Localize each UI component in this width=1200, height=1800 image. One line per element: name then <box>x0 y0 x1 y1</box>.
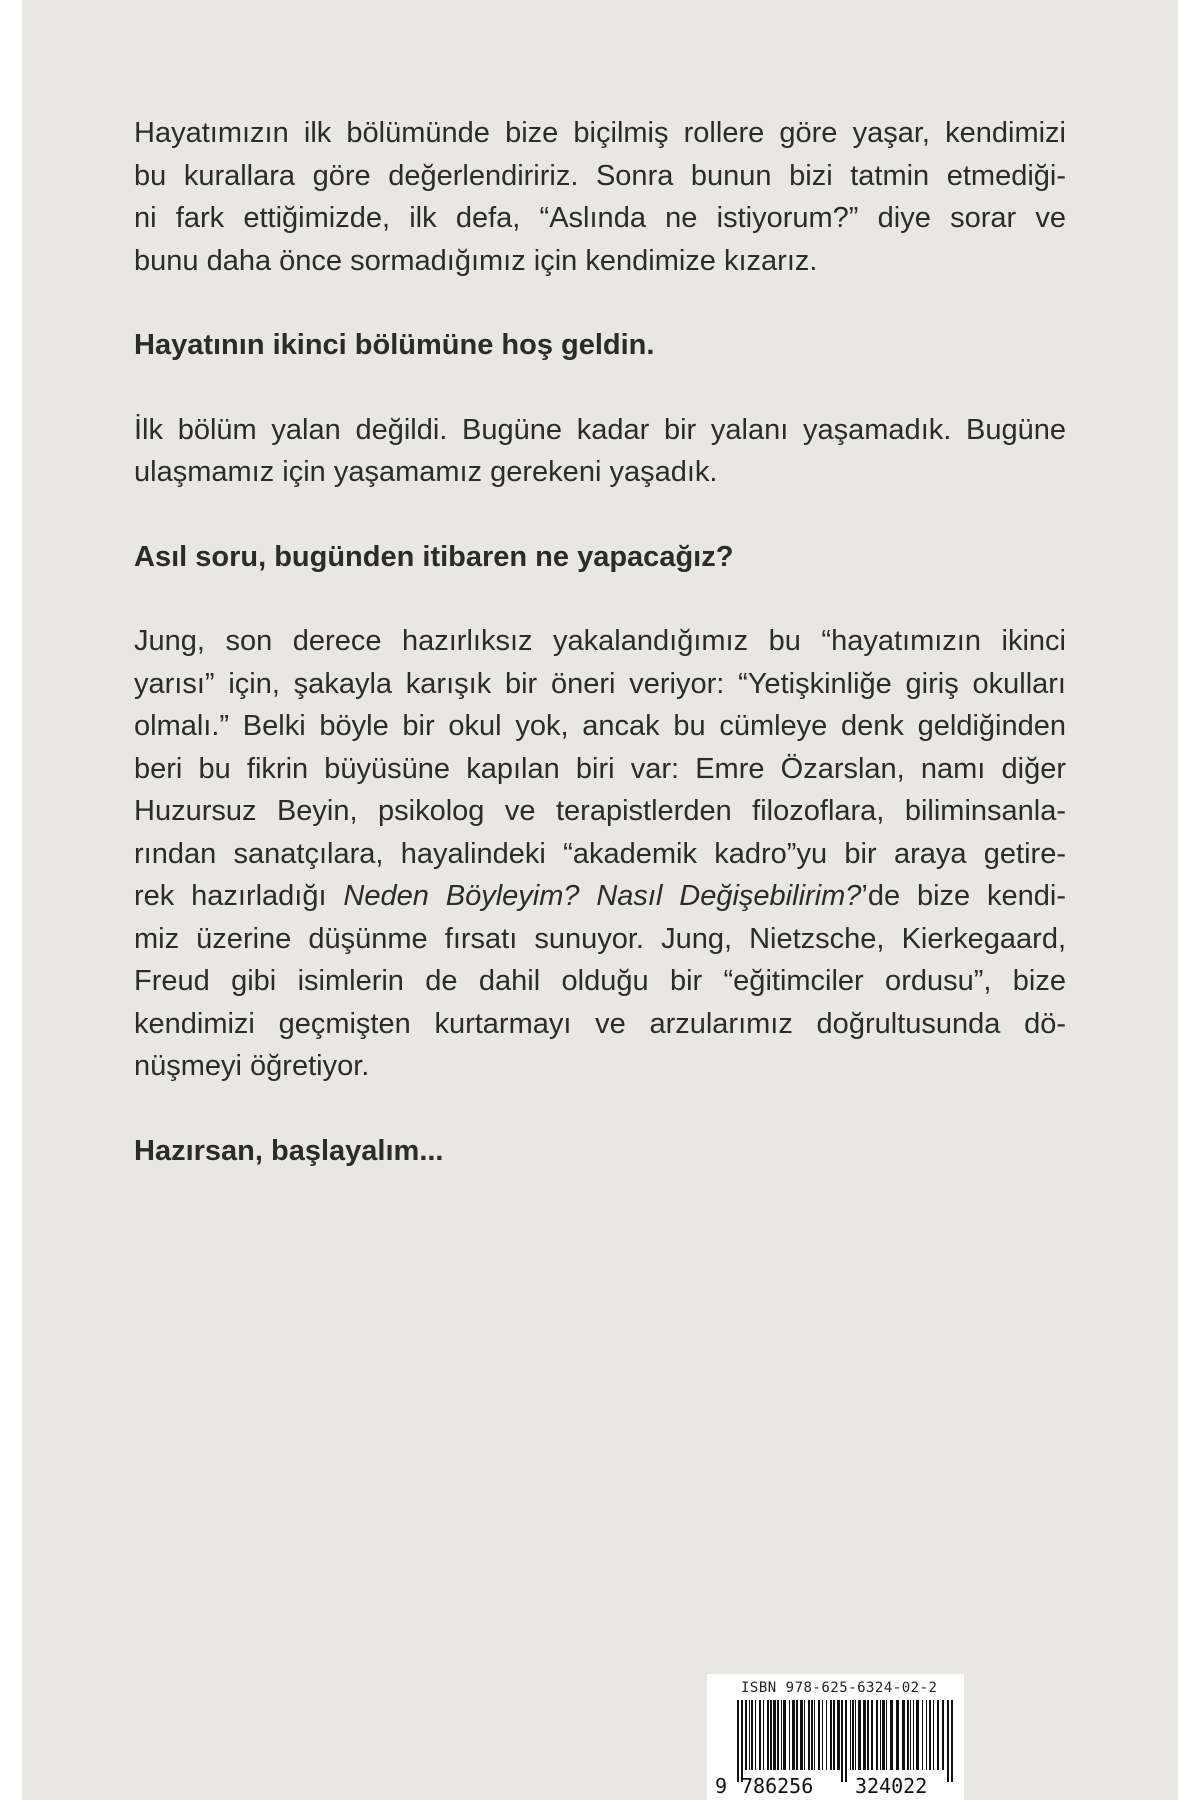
barcode-bar <box>947 1700 949 1782</box>
barcode-bar <box>845 1700 847 1782</box>
text-line <box>134 875 1066 918</box>
barcode-bar <box>863 1700 866 1770</box>
barcode-bar <box>751 1700 753 1770</box>
barcode-bar <box>822 1700 823 1770</box>
barcode-bar <box>767 1700 769 1770</box>
barcode-bar <box>792 1700 795 1770</box>
barcode-bar <box>800 1700 803 1770</box>
barcode-bar <box>926 1700 927 1770</box>
barcode-bar <box>910 1700 911 1770</box>
text-line: İlk bölüm yalan değildi. Bugüne kadar bir yalanı yaşamadık. Bugüne <box>134 413 1066 446</box>
text-line: Huzursuz Beyin, psikolog ve terapistlerden filozoflara, biliminsanla- <box>134 795 1066 827</box>
text-line: Jung, son derece hazırlıksız yakalandığımız bu “hayatımızın ikinci <box>134 625 1066 657</box>
barcode-digits-right: 324022 <box>855 1774 928 1798</box>
barcode-bars <box>737 1700 953 1782</box>
barcode-bar <box>951 1700 953 1782</box>
text-line: Freud gibi isimlerin de dahil olduğu bir “eğitimciler ordusu”, bize <box>134 965 1066 997</box>
barcode-bar <box>913 1700 914 1770</box>
barcode-bar <box>916 1700 919 1770</box>
text-line: rından sanatçılara, hayalindeki “akademik kadro”yu bir araya getire- <box>134 837 1066 870</box>
barcode-bar <box>929 1700 931 1770</box>
barcode-bar <box>745 1700 747 1770</box>
barcode-bar <box>826 1700 827 1770</box>
heading-welcome: Hayatının ikinci bölümüne hoş geldin. <box>134 329 655 361</box>
barcode-bar <box>783 1700 786 1770</box>
text-line: ni fark ettiğimizde, ilk defa, “Aslında ne istiyorum?” diye sorar ve <box>134 202 1066 234</box>
barcode-bar <box>922 1700 923 1770</box>
barcode-bar <box>804 1700 805 1770</box>
isbn-label: ISBN 978-625-6324-02-2 <box>741 1680 938 1696</box>
barcode-bar <box>876 1700 878 1770</box>
barcode-bar <box>777 1700 779 1770</box>
barcode-bar <box>770 1700 772 1770</box>
isbn-barcode <box>707 1674 964 1800</box>
barcode-bar <box>749 1700 750 1770</box>
text-line: yarısı” için, şakayla karışık bir öneri veriyor: “Yetişkinliğe giriş okulları <box>134 667 1066 700</box>
barcode-bar <box>871 1700 873 1770</box>
barcode-bar <box>886 1700 887 1770</box>
paragraph-jung <box>134 620 1066 1088</box>
barcode-bar <box>858 1700 861 1770</box>
barcode-bar <box>759 1700 761 1770</box>
barcode-bar <box>942 1700 944 1770</box>
barcode-bar <box>850 1700 851 1770</box>
barcode-bar <box>833 1700 835 1770</box>
text-line: kendimizi geçmişten kurtarmayı ve arzularımız doğrultusunda dö- <box>134 1007 1066 1040</box>
barcode-digits-left: 786256 <box>741 1774 814 1798</box>
text-line: beri bu fikrin büyüsüne kapılan biri var: Emre Özarslan, namı diğer <box>134 752 1066 785</box>
blurb-text <box>134 112 1066 1172</box>
barcode-bar <box>818 1700 820 1770</box>
barcode-bar <box>755 1700 756 1770</box>
barcode-bar <box>896 1700 899 1770</box>
text-line: bu kurallara göre değerlendiririz. Sonra bunun bizi tatmin etmediği- <box>134 159 1066 192</box>
barcode-bar <box>737 1700 739 1782</box>
barcode-bar <box>837 1700 840 1770</box>
barcode-bar <box>902 1700 905 1770</box>
paragraph-first-part <box>134 409 1066 494</box>
text-fragment: ’de bize kendi- <box>861 880 1066 912</box>
barcode-graphic <box>707 1674 964 1800</box>
barcode-bar <box>855 1700 856 1770</box>
barcode-bar <box>852 1700 854 1770</box>
barcode-bar <box>933 1700 934 1770</box>
barcode-bar <box>880 1700 881 1770</box>
text-line: nüşmeyi öğretiyor. <box>134 1050 370 1082</box>
text-line: ulaşmamız için yaşamamız gerekeni yaşadık. <box>134 456 718 488</box>
barcode-bar <box>781 1700 782 1770</box>
barcode-bar <box>773 1700 776 1770</box>
text-line: Hayatımızın ilk bölümünde bize biçilmiş rollere göre yaşar, kendimizi <box>134 117 1066 149</box>
barcode-bar <box>811 1700 813 1770</box>
barcode-bar <box>882 1700 885 1770</box>
barcode-bar <box>808 1700 810 1770</box>
text-line: bunu daha önce sormadığımız için kendimize kızarız. <box>134 244 818 277</box>
heading-question: Asıl soru, bugünden itibaren ne yapacağız? <box>134 540 734 573</box>
barcode-bar <box>814 1700 815 1770</box>
paragraph-intro <box>134 112 1066 282</box>
barcode-bar <box>763 1700 764 1770</box>
barcode-bar <box>937 1700 939 1770</box>
barcode-bar <box>796 1700 798 1770</box>
barcode-bar <box>841 1700 843 1782</box>
barcode-bar <box>789 1700 790 1770</box>
barcode-bar <box>830 1700 832 1770</box>
barcode-bar <box>907 1700 909 1770</box>
barcode-digit-first: 9 <box>715 1774 728 1798</box>
text-line: olmalı.” Belki böyle bir okul yok, ancak bu cümleye denk geldiğinden <box>134 710 1066 742</box>
barcode-bar <box>741 1700 743 1782</box>
text-line: miz üzerine düşünme fırsatı sunuyor. Jung, Nietzsche, Kierkegaard, <box>134 922 1066 955</box>
closing-line: Hazırsan, başlayalım... <box>134 1134 444 1167</box>
text-fragment: rek hazırladığı <box>134 880 344 912</box>
book-title: Neden Böyleyim? Nasıl Değişebilirim? <box>343 880 862 912</box>
barcode-bar <box>890 1700 893 1770</box>
barcode-bar <box>867 1700 869 1770</box>
